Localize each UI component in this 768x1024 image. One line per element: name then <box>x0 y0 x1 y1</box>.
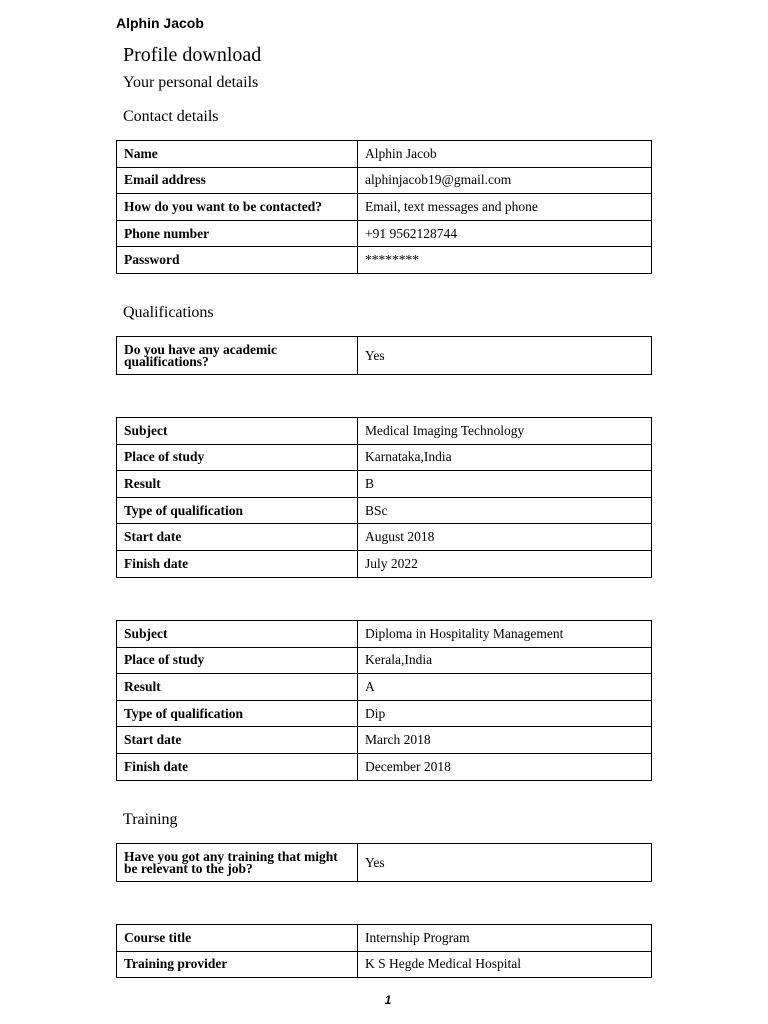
row-label: Finish date <box>117 550 358 577</box>
row-value: A <box>358 674 652 701</box>
qualifications-heading: Qualifications <box>123 304 214 321</box>
row-label: Course title <box>117 925 358 952</box>
table-row <box>117 220 652 247</box>
table-row <box>117 951 652 978</box>
row-value: Kerala,India <box>358 647 652 674</box>
row-label: Email address <box>117 167 358 194</box>
row-label: Result <box>117 471 358 498</box>
contact-details-table <box>116 140 652 274</box>
row-value: B <box>358 471 652 498</box>
table-row <box>117 337 652 375</box>
row-label: Finish date <box>117 753 358 780</box>
training-table <box>116 924 652 978</box>
row-value: ******** <box>358 247 652 274</box>
row-value: Medical Imaging Technology <box>358 418 652 445</box>
row-value: Yes <box>358 337 652 375</box>
row-label: Start date <box>117 524 358 551</box>
row-value: December 2018 <box>358 753 652 780</box>
row-label: Type of qualification <box>117 497 358 524</box>
table-row <box>117 247 652 274</box>
row-label: Training provider <box>117 951 358 978</box>
table-row <box>117 674 652 701</box>
row-label: Name <box>117 141 358 168</box>
row-label: Subject <box>117 621 358 648</box>
row-value: Karnataka,India <box>358 444 652 471</box>
row-label: Type of qualification <box>117 700 358 727</box>
row-label: Phone number <box>117 220 358 247</box>
table-row <box>117 844 652 882</box>
row-label: Place of study <box>117 444 358 471</box>
row-value: March 2018 <box>358 727 652 754</box>
personal-details-heading: Your personal details <box>123 74 259 91</box>
row-label: Result <box>117 674 358 701</box>
row-label: How do you want to be contacted? <box>117 194 358 221</box>
row-value: BSc <box>358 497 652 524</box>
row-value: August 2018 <box>358 524 652 551</box>
page-title: Profile download <box>123 44 262 66</box>
table-row <box>117 471 652 498</box>
row-value: Yes <box>358 844 652 882</box>
row-label: Do you have any academic qualifications? <box>117 337 358 375</box>
table-row <box>117 444 652 471</box>
table-row <box>117 753 652 780</box>
row-value: Internship Program <box>358 925 652 952</box>
table-row <box>117 141 652 168</box>
table-row <box>117 700 652 727</box>
qualification-table-2 <box>116 620 652 781</box>
row-value: July 2022 <box>358 550 652 577</box>
table-row <box>117 647 652 674</box>
table-row <box>117 524 652 551</box>
row-value: +91 9562128744 <box>358 220 652 247</box>
row-value: Dip <box>358 700 652 727</box>
row-label: Place of study <box>117 647 358 674</box>
document-header-name: Alphin Jacob <box>116 15 204 31</box>
row-value: Email, text messages and phone <box>358 194 652 221</box>
table-row <box>117 167 652 194</box>
training-question-table <box>116 843 652 882</box>
table-row <box>117 727 652 754</box>
row-label: Start date <box>117 727 358 754</box>
qualification-table-1 <box>116 417 652 578</box>
row-value: alphinjacob19@gmail.com <box>358 167 652 194</box>
table-row <box>117 925 652 952</box>
contact-details-heading: Contact details <box>123 108 219 125</box>
training-heading: Training <box>123 811 178 828</box>
table-row <box>117 497 652 524</box>
table-row <box>117 621 652 648</box>
row-value: Diploma in Hospitality Management <box>358 621 652 648</box>
row-label: Password <box>117 247 358 274</box>
row-value: Alphin Jacob <box>358 141 652 168</box>
page-number: 1 <box>384 993 392 1007</box>
table-row <box>117 550 652 577</box>
row-label: Have you got any training that might be relevant to the job? <box>117 844 358 882</box>
row-label: Subject <box>117 418 358 445</box>
table-row <box>117 418 652 445</box>
row-value: K S Hegde Medical Hospital <box>358 951 652 978</box>
academic-question-table <box>116 336 652 375</box>
table-row <box>117 194 652 221</box>
